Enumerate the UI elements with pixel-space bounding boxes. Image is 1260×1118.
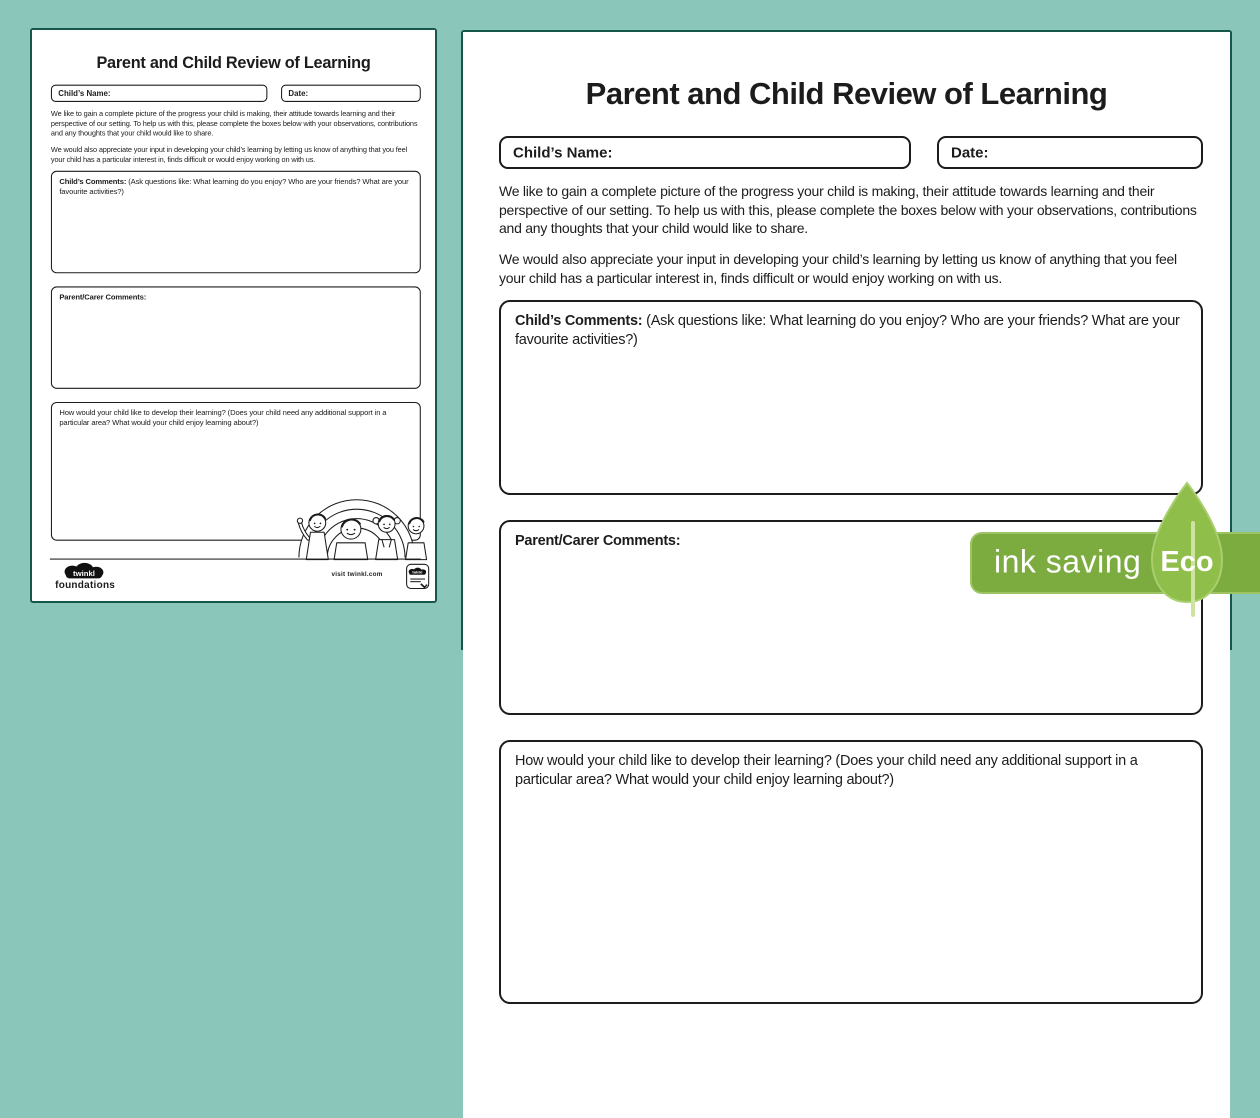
badge-decor-line <box>410 581 421 582</box>
child-comments-label <box>515 312 1187 350</box>
twinkl-cloud-label: twinkl <box>412 570 423 575</box>
child-comments-label-hint: (Ask questions like: What learning do you enjoy? Who are your friends? What are your favourite activities?) <box>515 313 1180 348</box>
child-name-label: Child’s Name: <box>58 88 111 98</box>
children-rainbow-illustration <box>290 483 433 560</box>
twinkl-foundations-logo <box>55 562 118 591</box>
child-comments-label-hint: (Ask questions like: What learning do you enjoy? Who are your friends? What are your favourite activities?) <box>59 177 409 197</box>
parent-comments-label: Parent/Carer Comments: <box>59 293 147 302</box>
ink-saving-label: ink saving <box>994 543 1142 580</box>
worksheet-page-small <box>30 28 437 603</box>
check-icon <box>420 581 427 588</box>
date-field[interactable] <box>281 85 421 102</box>
parent-comments-label: Parent/Carer Comments: <box>515 533 681 549</box>
worksheet-title: Parent and Child Review of Learning <box>585 76 1108 111</box>
twinkl-quality-badge <box>406 564 429 589</box>
child-name-field[interactable] <box>499 136 911 169</box>
child-comments-label-bold: Child’s Comments: <box>515 313 643 329</box>
develop-learning-label: How would your child like to develop their learning? (Does your child need any additional support in a particular area? What would your child enjoy learning about?) <box>59 408 387 428</box>
parent-comments-box[interactable] <box>51 286 421 388</box>
date-label: Date: <box>288 88 309 98</box>
date-label: Date: <box>951 144 989 161</box>
child-comments-box[interactable] <box>499 300 1203 495</box>
child-comments-box[interactable] <box>51 171 421 273</box>
footer-divider <box>50 559 421 560</box>
child-comments-label <box>59 177 412 197</box>
child-name-field[interactable] <box>51 85 267 102</box>
visit-twinkl-text: visit twinkl.com <box>331 570 383 578</box>
develop-learning-box[interactable] <box>499 740 1203 1004</box>
twinkl-cloud-icon <box>407 566 428 577</box>
date-field[interactable] <box>937 136 1203 169</box>
eco-label: Eco <box>1160 546 1214 578</box>
child-name-label: Child’s Name: <box>513 144 613 161</box>
worksheet-title: Parent and Child Review of Learning <box>96 53 371 72</box>
intro-paragraph-2: We would also appreciate your input in developing your child’s learning by letting us know of anything that you feel your child has a particular interest in, finds difficult or would enjoy working on with us. <box>499 251 1177 286</box>
intro-paragraph-1: We like to gain a complete picture of the progress your child is making, their attitude towards learning and their perspective of our setting. To help us with this, please complete the boxes below with your observations, contributions and any thoughts that your child would like to share. <box>50 109 418 138</box>
intro-paragraph-2: We would also appreciate your input in developing your child’s learning by letting us know of anything that you feel your child has a particular interest in, finds difficult or would enjoy working on with us. <box>50 145 408 164</box>
badge-decor-line <box>410 579 425 580</box>
intro-paragraph-1: We like to gain a complete picture of the progress your child is making, their attitude towards learning and their perspective of our setting. To help us with this, please complete the boxes below with your observations, contributions and any thoughts that your child would like to share. <box>499 183 1197 236</box>
develop-learning-label: How would your child like to develop their learning? (Does your child need any additional support in a particular area? What would your child enjoy learning about?) <box>515 753 1138 788</box>
twinkl-cloud-label: twinkl <box>73 569 95 579</box>
foundations-label: foundations <box>55 579 116 591</box>
worksheet-sheet <box>32 30 435 601</box>
child-comments-label-bold: Child’s Comments: <box>59 177 127 187</box>
